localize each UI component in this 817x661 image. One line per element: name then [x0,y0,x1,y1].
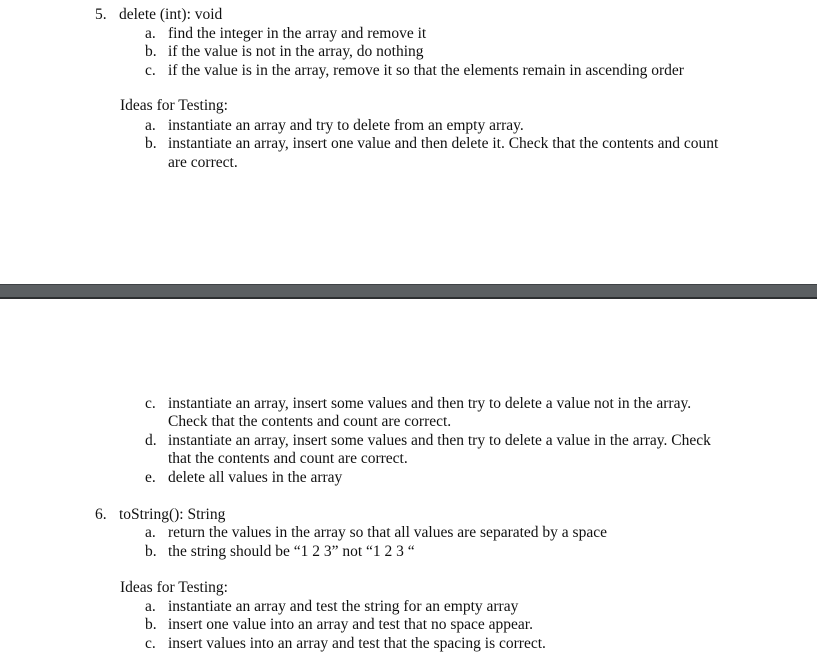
list-text: instantiate an array, insert some values and then try to delete a value in the array. Check [168,432,711,449]
document-page-2 [0,299,817,661]
list-number: 5. [95,6,107,23]
list-text-continuation: that the contents and count are correct. [168,450,408,467]
list-text: instantiate an array and try to delete from an empty array. [168,117,524,134]
ideas-heading [120,579,228,597]
list-text: the string should be “1 2 3” not “1 2 3 “ [168,543,415,560]
list-text: instantiate an array, insert some values and then try to delete a value not in the array. [168,395,692,412]
list-marker: c. [145,62,156,79]
list-number: 6. [95,506,107,523]
list-marker: c. [145,395,156,412]
list-marker: b. [145,543,157,560]
list-text: instantiate an array and test the string for an empty array [168,598,519,615]
ideas-heading-text: Ideas for Testing: [120,97,228,114]
list-text: return the values in the array so that all values are separated by a space [168,524,607,541]
ideas-heading [120,97,228,115]
list-marker: a. [145,25,156,42]
list-text-continuation: are correct. [168,154,238,171]
list-text-continuation: Check that the contents and count are correct. [168,413,452,430]
list-marker: e. [145,469,156,486]
list-text: instantiate an array, insert one value and then delete it. Check that the contents and count [168,135,719,152]
item-6-title: toString(): String [119,506,226,523]
list-marker: a. [145,524,156,541]
ideas-item-b-continuation [168,154,238,172]
list-marker: a. [145,117,156,134]
list-marker: d. [145,432,157,449]
list-marker: b. [145,43,157,60]
list-text: insert one value into an array and test that no space appear. [168,616,533,633]
list-text: if the value is in the array, remove it so that the elements remain in ascending order [168,62,684,79]
list-marker: c. [145,635,156,652]
document-page-1 [0,0,817,284]
list-text: if the value is not in the array, do nothing [168,43,424,60]
list-marker: b. [145,135,157,152]
list-text: insert values into an array and test that the spacing is correct. [168,635,546,652]
ideas-heading-text: Ideas for Testing: [120,579,228,596]
list-marker: b. [145,616,157,633]
item-5-title: delete (int): void [119,6,223,23]
list-marker: a. [145,598,156,615]
ideas-item-d-continuation [168,450,408,468]
list-text: find the integer in the array and remove it [168,25,427,42]
ideas-item-c-continuation [168,413,451,431]
list-text: delete all values in the array [168,469,343,486]
page-separator [0,284,817,299]
